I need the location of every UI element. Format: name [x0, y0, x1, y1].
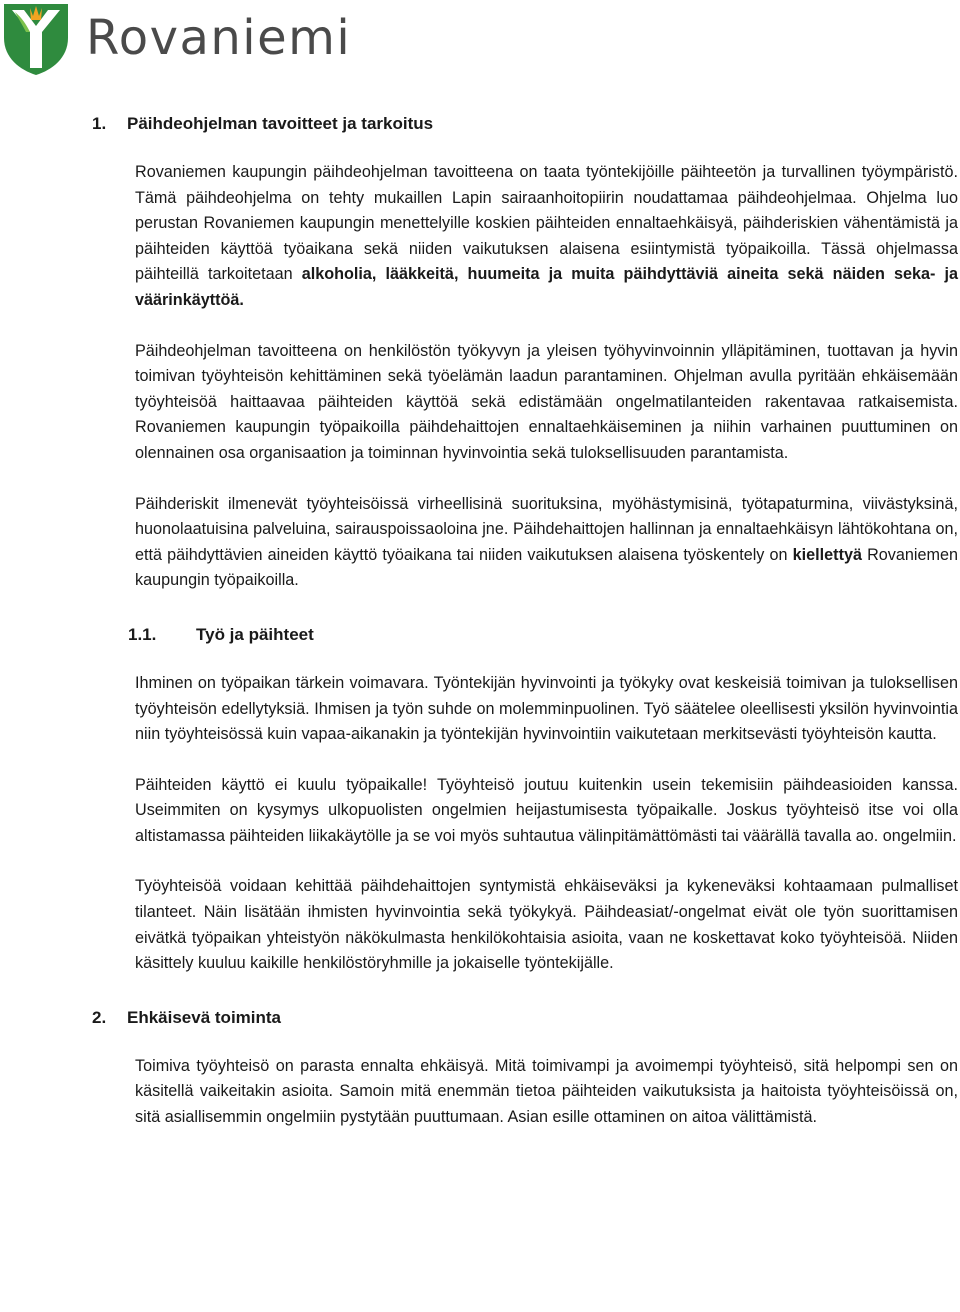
- section-number: 1.1.: [128, 624, 157, 644]
- section-number: 1.: [92, 114, 107, 133]
- paragraph-text: Päihderiskit ilmenevät työyhteisöissä virheellisinä suorituksina, myöhästymisinä, työtapaturmina, viivästyksinä, huonolaatuisina palveluina, sairauspoissaoloina jne. Päihdehaittojen hallinnan ja ennaltaehkäisyn lähtökohtana on, että päihdyttävien aineiden käyttö työaikana tai niiden vaikutuksen alaisena työskentely on: [135, 494, 958, 564]
- paragraph: Päihdeohjelman tavoitteena on henkilöstön työkyvyn ja yleisen työhyvinvoinnin ylläpitäminen, tuottavan ja hyvin toimivan työyhteisön kehittäminen sekä työelämän laadun parantaminen. Ohjelman avulla pyritään ehkäisemään työyhteisöä haittaavaa päihteiden käyttöä sekä edistämään ongelmatilanteiden rakentavaa ratkaisemista. Rovaniemen kaupungin työpaikoilla päihdehaittojen ennaltaehkäiseminen ja niihin varhainen puuttuminen on olennainen osa organisaation ja toiminnan hyvinvointia sekä tuloksellisuuden parantamista.: [135, 341, 958, 462]
- paragraph-bold-text: kiellettyä: [792, 545, 862, 564]
- section-title: Päihdeohjelman tavoitteet ja tarkoitus: [127, 114, 434, 133]
- brand-name: Rovaniemi: [86, 10, 352, 66]
- paragraph-text: Rovaniemen kaupungin työpaikoilla.: [135, 545, 958, 590]
- paragraph: [135, 160, 958, 314]
- section-heading-2: [0, 1002, 960, 1034]
- section-heading-1-1: [0, 619, 960, 651]
- section-title: Ehkäisevä toiminta: [127, 1007, 282, 1027]
- paragraph-bold-text: alkoholia, lääkkeitä, huumeita ja muita päihdyttäviä aineita sekä näiden seka- ja väärinkäyttöä.: [135, 265, 958, 309]
- document-body: [0, 108, 960, 1156]
- paragraph: Toimiva työyhteisö on parasta ennalta ehkäisyä. Mitä toimivampi ja avoimempi työyhteisö, sitä helpompi sen on käsitellä vaikeitakin asioita. Samoin mitä enemmän tietoa päihteiden vaikutuksista ja haitoista työyhteisöissä on, sitä asiallisemmin ongelmiin pystytään puuttumaan. Asian esille ottaminen on aitoa välittämistä.: [135, 1056, 958, 1127]
- paragraph: Päihteiden käyttö ei kuulu työpaikalle! Työyhteisö joutuu kuitenkin usein tekemisiin päihdeasioiden kanssa. Useimmiten on kysymys ulkopuolisten ongelmien heijastumisesta työpaikalle. Joskus työyhteisö itse voi olla altistamassa päihteiden liikakäytölle ja se voi myös suhtautua välinpitämättömästi tai väärällä tavalla ao. ongelmiin.: [135, 775, 958, 845]
- rovaniemi-coat-of-arms-icon: [2, 2, 70, 76]
- paragraph-text: Rovaniemen kaupungin päihdeohjelman tavoitteena on taata työntekijöille päihteetön ja turvallinen työympäristö. Tämä päihdeohjelma on tehty mukaillen Lapin sairaanhoitopiirin noudattamaa päihdeohjelmaa. Ohjelma luo perustan Rovaniemen kaupungin menettelyille koskien päihteiden ennaltaehkäisyä, päihderiskien vähentämistä ja päihteiden käyttöä työaikana sekä niiden vaikutuksen alaisena esiintymistä työpaikoilla. Tässä ohjelmassa päihteillä tarkoitetaan: [135, 163, 958, 284]
- section-heading-1: [0, 108, 960, 140]
- paragraph: [135, 492, 958, 594]
- page-header: [0, 0, 960, 80]
- paragraph: Ihminen on työpaikan tärkein voimavara. Työntekijän hyvinvointi ja työkyky ovat keskeisiä toimivan ja tuloksellisen työyhteisön edellytyksiä. Ihmisen ja työn suhde on molemminpuolinen. Työ säätelee oleellisesti yksilön hyvinvointia niin työyhteisössä kuin vapaa-aikanakin ja työntekijän hyvinvointiin vaikutetaan merkitsevästi työyhteisön kautta.: [135, 673, 958, 744]
- section-title: Työ ja päihteet: [196, 624, 314, 644]
- section-number: 2.: [92, 1007, 107, 1027]
- paragraph: Työyhteisöä voidaan kehittää päihdehaittojen syntymistä ehkäiseväksi ja kykeneväksi kohtaamaan pulmalliset tilanteet. Näin lisätään ihmisten hyvinvointia sekä työkykyä. Päihdeasiat/-ongelmat eivät ole työn suorittamisen eivätkä työpaikan yhteistyön näkökulmasta henkilökohtaisia asioita, vaan ne koskettavat koko työyhteisöä. Niiden käsittely kuuluu kaikille henkilöstöryhmille ja jokaiselle työntekijälle.: [135, 877, 958, 973]
